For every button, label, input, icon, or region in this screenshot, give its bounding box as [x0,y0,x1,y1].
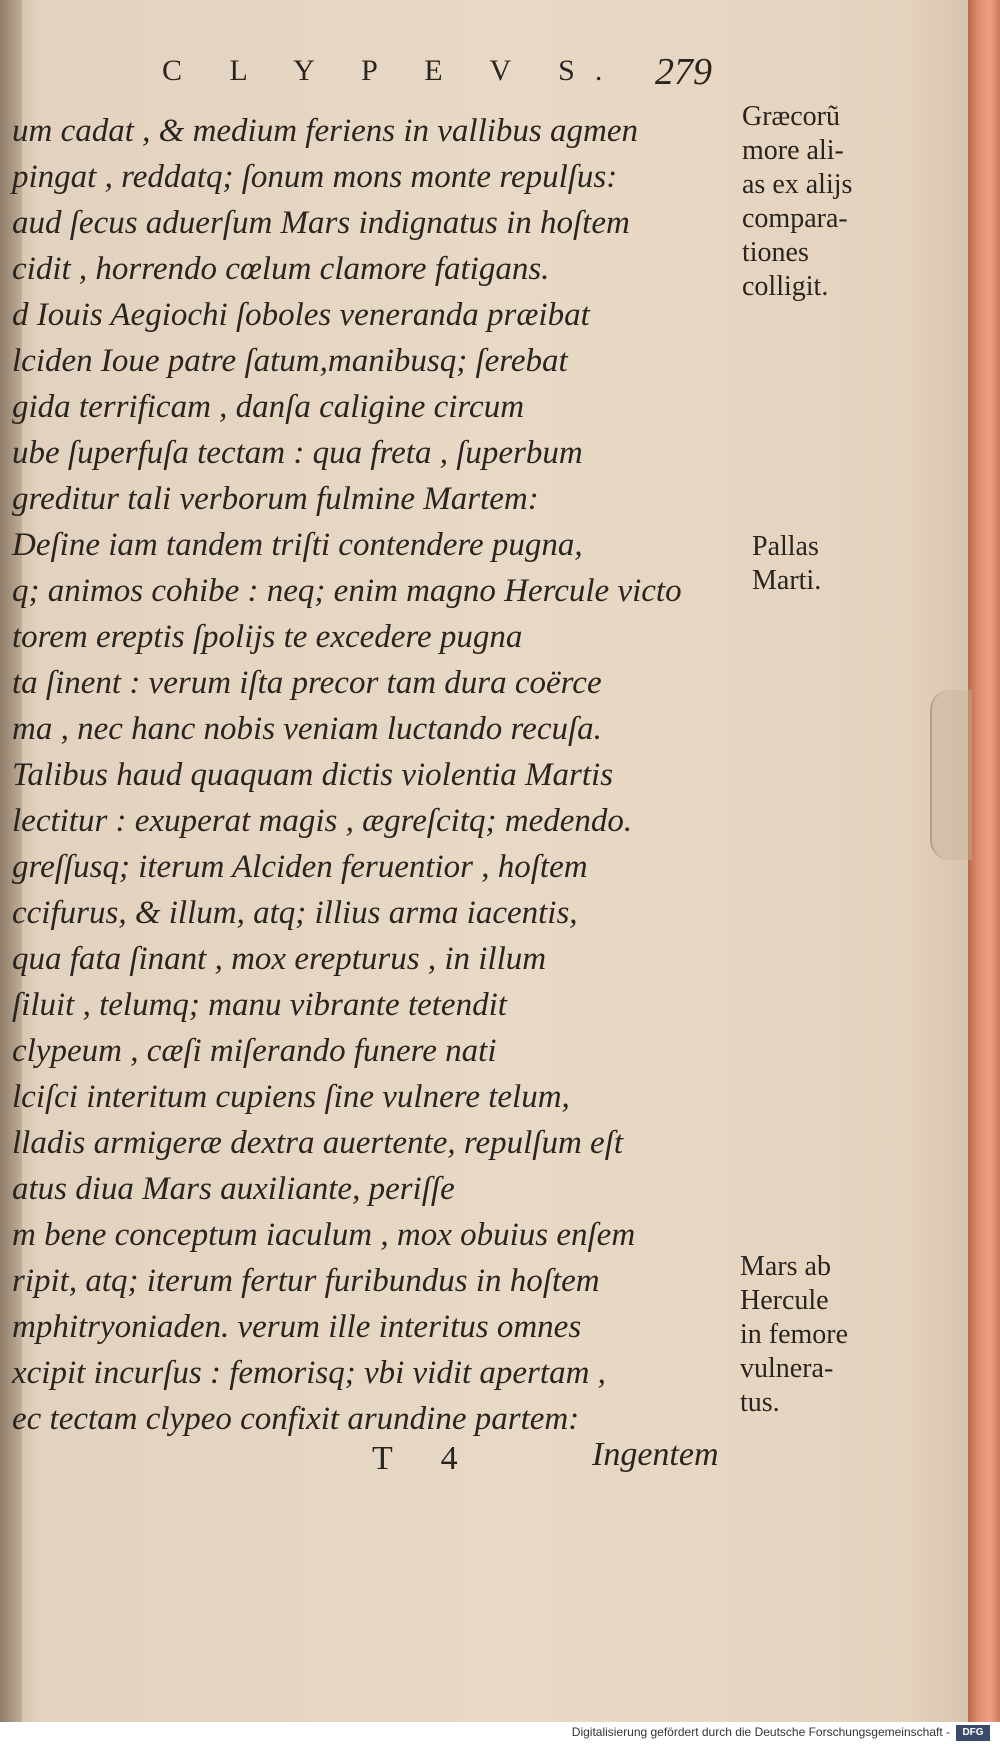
dfg-logo: DFG [956,1725,990,1741]
text-line: Talibus haud quaquam dictis violentia Martis [12,757,614,793]
text-line: greſſusq; iterum Alciden feruentior , hoſtem [12,849,588,885]
text-line: lectitur : exuperat magis , ægreſcitq; medendo. [12,803,633,839]
margin-note-line: colligit. [742,271,829,302]
running-head-title: C L Y P E V S. [162,54,623,87]
text-line: d Iouis Aegiochi ſoboles veneranda præibat [12,297,590,333]
text-line: cidit , horrendo cœlum clamore fatigans. [12,251,550,287]
running-head [0,50,968,100]
margin-note-line: Græcorũ [742,101,840,132]
margin-note-mars [740,1250,915,1420]
text-line: ube ſuperfuſa tectam : qua freta , ſuperbum [12,435,583,471]
margin-note-line: vulnera- [740,1353,834,1384]
text-line: pingat , reddatq; ſonum mons monte repulſus: [12,159,618,195]
margin-note-line: in femore [740,1319,849,1350]
text-line: ta ſinent : verum iſta precor tam dura coërce [12,665,602,701]
text-line: ſiluit , telumq; manu vibrante tetendit [12,987,507,1023]
margin-note-line: as ex alijs [742,169,853,200]
text-line: lladis armigeræ dextra auertente, repulſum eſt [12,1125,624,1161]
text-line: m bene conceptum iaculum , mox obuius enſem [12,1217,636,1253]
page-number: 279 [655,51,712,93]
margin-note-graecorum [742,100,917,304]
margin-note-line: more ali- [742,135,844,166]
signature-mark: T 4 [372,1440,478,1477]
margin-note-line: Hercule [740,1285,829,1316]
text-line: lciden Ioue patre ſatum,manibusq; ſerebat [12,343,568,379]
text-line: qua fata ſinant , mox erepturus , in illum [12,941,547,977]
text-line: gida terrificam , danſa caligine circum [12,389,525,425]
text-line: ec tectam clypeo confixit arundine partem: [12,1401,580,1437]
text-line: mphitryoniaden. verum ille interitus omnes [12,1309,582,1345]
text-line: ma , nec hanc nobis veniam luctando recuſa. [12,711,602,747]
margin-note-line: Marti. [752,565,822,596]
text-line: atus diua Mars auxiliante, periſſe [12,1171,455,1207]
text-line: um cadat , & medium feriens in vallibus agmen [12,113,639,149]
margin-note-line: Mars ab [740,1251,831,1282]
text-line: ripit, atq; iterum fertur furibundus in hoſtem [12,1263,600,1299]
text-line: lciſci interitum cupiens ſine vulnere telum, [12,1079,570,1115]
text-line: Deſine iam tandem triſti contendere pugna, [12,527,583,563]
clasp-shadow [930,690,972,860]
text-line: xcipit incurſus : femorisq; vbi vidit apertam , [12,1355,606,1391]
text-line: q; animos cohibe : neq; enim magno Hercule victo [12,573,682,609]
page-fore-edge [968,0,1000,1722]
margin-note-pallas [752,530,927,598]
footer-credit: Digitalisierung gefördert durch die Deutsche Forschungsgemeinschaft - [571,1725,950,1739]
text-line: aud ſecus aduerſum Mars indignatus in hoſtem [12,205,630,241]
body-text [12,108,732,1442]
text-line: torem ereptis ſpolijs te excedere pugna [12,619,523,655]
margin-note-line: Pallas [752,531,819,562]
text-line: greditur tali verborum fulmine Martem: [12,481,539,517]
margin-note-line: tus. [740,1387,780,1418]
text-line: clypeum , cæſi miſerando funere nati [12,1033,497,1069]
footer-bar [0,1722,1000,1745]
margin-note-line: compara- [742,203,848,234]
margin-note-line: tiones [742,237,809,268]
text-line: ccifurus, & illum, atq; illius arma iacentis, [12,895,578,931]
catchword: Ingentem [592,1436,719,1473]
